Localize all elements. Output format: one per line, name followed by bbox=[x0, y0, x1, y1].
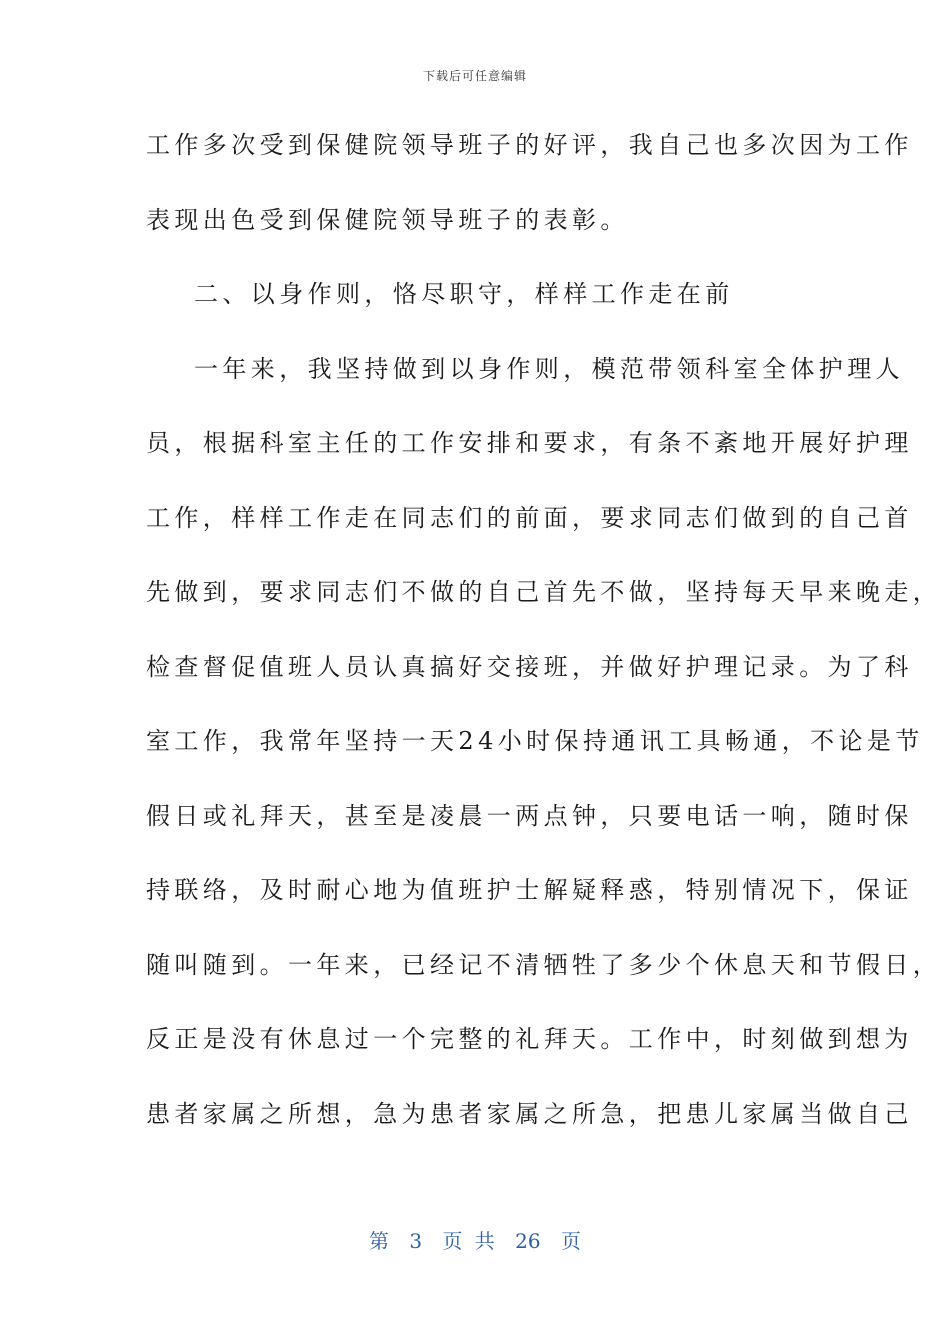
total-pages-number: 26 bbox=[515, 1229, 541, 1253]
page-label-suffix: 页 bbox=[560, 1229, 581, 1253]
text-line: 假日或礼拜天，甚至是凌晨一两点钟，只要电话一响，随时保 bbox=[146, 801, 913, 830]
text-line: 先做到，要求同志们不做的自己首先不做，坚持每天早来晚走， bbox=[146, 578, 942, 606]
page-label-mid: 页 共 bbox=[442, 1229, 495, 1253]
text-line: 检查督促值班人员认真搞好交接班，并做好护理记录。为了科 bbox=[146, 652, 913, 681]
page-label-prefix: 第 bbox=[369, 1229, 389, 1253]
text-line: 员，根据科室主任的工作安排和要求，有条不紊地开展好护理 bbox=[146, 429, 913, 457]
page-footer bbox=[0, 1225, 950, 1254]
text-line: 一年来，我坚持做到以身作则，模范带领科室全体护理人 bbox=[194, 354, 904, 383]
text-line: 持联络，及时耐心地为值班护士解疑释惑，特别情况下，保证 bbox=[146, 876, 913, 904]
text-line: 表现出色受到保健院领导班子的表彰。 bbox=[146, 205, 629, 234]
section-heading: 二、以身作则，恪尽职守，样样工作走在前 bbox=[194, 280, 734, 308]
document-body bbox=[146, 124, 942, 1167]
page-header: 下载后可任意编辑 bbox=[422, 69, 527, 83]
text-line: 随叫随到。一年来，已经记不清牺牲了多少个休息天和节假日， bbox=[146, 950, 942, 979]
current-page-number: 3 bbox=[409, 1229, 423, 1253]
text-line: 反正是没有休息过一个完整的礼拜天。工作中，时刻做到想为 bbox=[146, 1025, 913, 1053]
text-line: 室工作，我常年坚持一天24小时保持通讯工具畅通，不论是节 bbox=[146, 727, 924, 755]
text-line: 患者家属之所想，急为患者家属之所急，把患儿家属当做自己 bbox=[146, 1099, 913, 1128]
text-line: 工作，样样工作走在同志们的前面，要求同志们做到的自己首 bbox=[146, 503, 913, 532]
text-line: 工作多次受到保健院领导班子的好评，我自己也多次因为工作 bbox=[146, 131, 913, 159]
